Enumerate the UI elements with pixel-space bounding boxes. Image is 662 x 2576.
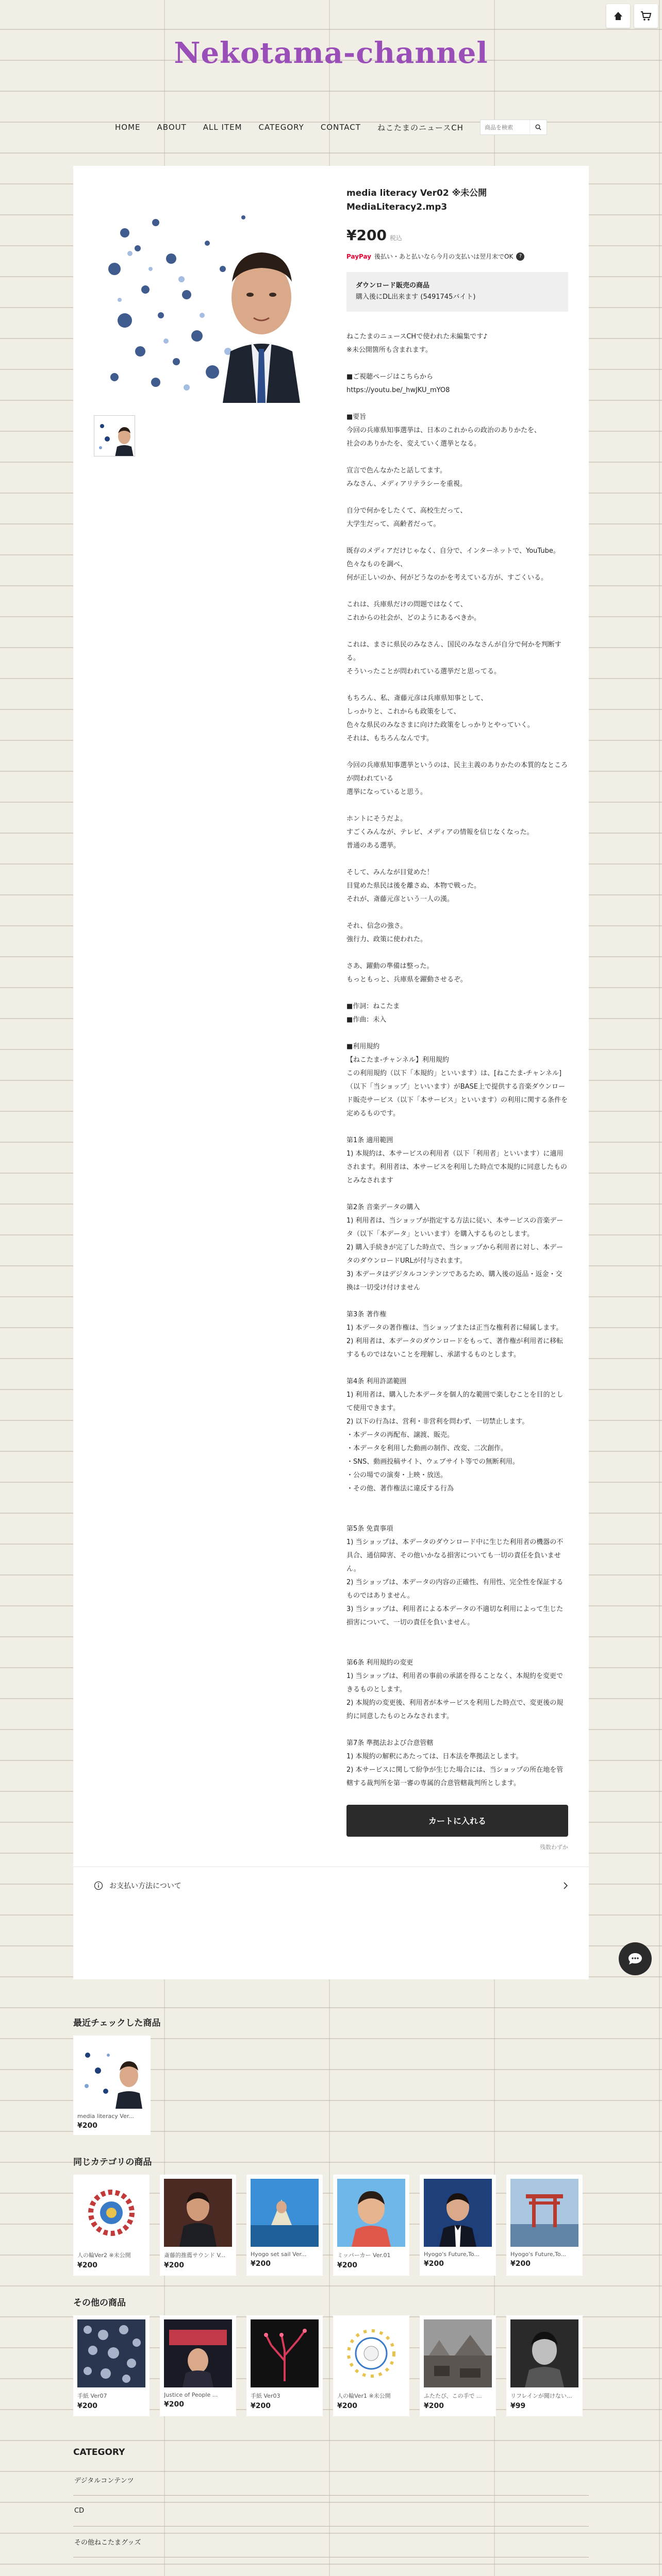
cart-icon[interactable] [634,4,658,28]
product-tile-image [337,2319,405,2387]
product-card [73,166,589,1979]
home-icon[interactable] [606,4,630,28]
other-grid [73,2315,589,2416]
recent-item-image [77,2040,146,2109]
category-item-digital[interactable]: デジタルコンテンツ [73,2465,589,2496]
product-tile[interactable] [506,2315,583,2416]
product-tile[interactable] [333,2175,409,2276]
product-tile-name: Hyogo set sail Ver... [251,2251,307,2258]
price-row [346,227,568,244]
product-tile[interactable] [246,2315,323,2416]
product-main-image[interactable] [94,187,310,403]
nav-contact[interactable]: CONTACT [320,123,361,132]
site-title[interactable]: Nekotama-channel [174,36,488,70]
category-item-cd[interactable]: CD [73,2496,589,2527]
payment-method-row[interactable] [73,1867,589,1905]
search-icon[interactable] [529,120,547,134]
product-tile-price: ¥200 [337,2402,357,2410]
product-tile-name: 斎藤的推薦サウンド V... [164,2252,226,2259]
product-tile-price: ¥200 [510,2260,531,2268]
chat-icon[interactable] [619,1942,652,1975]
same-category-section [73,2155,589,2276]
nav-home[interactable]: HOME [115,123,141,132]
main-nav [0,120,662,135]
product-info [346,187,568,1851]
product-tile[interactable] [420,2315,496,2416]
same-category-grid [73,2175,589,2276]
product-tile-price: ¥200 [251,2402,271,2410]
product-tile-image [510,2319,578,2387]
category-item-goods[interactable]: その他ねこたまグッズ [73,2527,589,2557]
product-tile-name: Hyogo's Future,To... [510,2251,566,2258]
info-icon[interactable]: ? [516,252,524,261]
same-category-title: 同じカテゴリの商品 [73,2157,152,2167]
product-tile-price: ¥200 [77,2261,97,2269]
recent-item-price: ¥200 [77,2122,97,2130]
tax-label: 税込 [389,234,402,242]
add-to-cart-button[interactable]: カートに入れる [346,1805,568,1837]
product-thumbnail[interactable] [94,415,135,456]
nav-category[interactable]: CATEGORY [258,123,304,132]
paypay-badge: PayPay [346,252,372,260]
product-tile[interactable] [333,2315,409,2416]
product-tile-name: リフレインが聞けない... [510,2393,572,2399]
search-box [480,120,547,135]
product-tile-price: ¥200 [424,2260,444,2268]
chevron-right-icon [563,1882,568,1890]
product-tile-price: ¥200 [251,2260,271,2268]
top-icons [606,4,658,28]
product-tile-price: ¥200 [164,2261,184,2269]
product-tile-image [251,2319,319,2387]
product-tile[interactable] [160,2175,236,2276]
product-description: ねこたまのニュースCHで使われた未編集です♪ ※未公開箇所も含まれます。 ■ご視聴ページはこちらから https://youtu.be/_hwJKU_mYO8 ■要旨 今回の兵庫県知事選挙は、日本のこれからの政治のありかたを、 社会のありかたを、変えていく選挙となる。 宣言で色んなかたと話してます。 みなさん、メディアリテラシーを重視。 自分で何かをしたくて、高校生だって、 大学生だって、高齢者だって。 既存のメディアだけじゃなく、自分で、インターネットで、YouTube。 色々なものを調べ、 何が正しいのか、何がどうなのかを考えている方が、すごくいる。 これは、兵庫県だけの問題ではなくて、 これからの社会が、どのようにあるべきか。 これは、まさに県民のみなさん、国民のみなさんが自分で何かを判断する。 そういったことが問われている選挙だと思ってる。 もちろん、私、斎藤元彦は兵庫県知事として、 しっかりと、これからも政策をして、 色々な県民のみなさまに向けた政策をしっかりとやっていく。 それは、もちろんなんです。 今回の兵庫県知事選挙というのは、民主主義のありかたの本質的なところが問われている 選挙になっていると思う。 ホントにそうだよ。 すごくみんなが、テレビ、メディアの情報を信じなくなった。 普通のある選挙。 そして、みんなが目覚めた！ 目覚めた県民は後を離さぬ、本物で戦った。 それが、斎藤元彦という一人の漢。 それ、信念の強さ。 強行力、政策に使われた。 さあ、躍動の準備は整った。 もっともっと、兵庫県を躍動させるぞ。 ■作詞：ねこたま ■作曲：未入 ■利用規約 【ねこたま-チャンネル】利用規約 この利用規約（以下「本規約」といいます）は、[ねこたま-チャンネル]（以下「当ショップ」といいます）がBASE上で提供する音楽ダウンロード販売サービス（以下「本サービス」といいます）の利用に関する条件を定めるものです。 第1条 適用範囲 1) 本規約は、本サービスの利用者（以下「利用者」といいます）に適用されます。利用者は、本サービスを利用した時点で本規約に同意したものとみなされます 第2条 音楽データの購入 1) 利用者は、当ショップが指定する方法に従い、本サービスの音楽データ（以下「本データ」といいます）を購入するものとします。 2) 購入手続きが完了した時点で、当ショップから利用者に対し、本データのダウンロードURLが付与されます。 3) 本データはデジタルコンテンツであるため、購入後の返品・返金・交換は一切受け付けません 第3条 著作権 1) 本データの著作権は、当ショップまたは正当な権利者に帰属します。 2) 利用者は、本データのダウンロードをもって、著作権が利用者に移転するものではないことを理解し、承諾するものとします。 第4条 利用許諾範囲 1) 利用者は、購入した本データを個人的な範囲で楽しむことを目的として使用できます。 2) 以下の行為は、営利・非営利を問わず、一切禁止します。 ・本データの再配布、譲渡、販売。 ・本データを利用した動画の制作、改変、二次創作。 ・SNS、動画投稿サイト、ウェブサイト等での無断利用。 ・公の場での演奏・上映・放送。 ・その他、著作権法に違反する行為 第5条 免責事項 1) 当ショップは、本データのダウンロード中に生じた利用者の機器の不具合、通信障害、その他いかなる損害についても一切の責任を負いません。 2) 当ショップは、本データの内容の正確性、有用性、完全性を保証するものではありません。 3) 当ショップは、利用者による本データの不適切な利用によって生じた損害について、一切の責任を負いません。 第6条 利用規約の変更 1) 当ショップは、利用者の事前の承諾を得ることなく、本規約を変更できるものとします。 2) 本規約の変更後、利用者が本サービスを利用した時点で、変更後の規約に同意したものとみなされます。 第7条 準拠法および合意管轄 1) 本規約の解釈にあたっては、日本法を準拠法とします。 2) 本サービスに関して紛争が生じた場合には、当ショップの所在地を管轄する裁判所を第一審の専属的合意管轄裁判所とします。 [346,332,568,1787]
product-tile-name: ふたたび、この手で ... [424,2393,482,2399]
download-title: ダウンロード販売の商品 [356,282,430,290]
product-tile-image [251,2179,319,2247]
recent-section [73,2015,589,2135]
product-gallery [94,187,316,456]
product-tile-name: 手紙 Ver03 [251,2393,280,2399]
product-tile-name: ミッパーカー Ver.01 [337,2252,391,2259]
product-tile-image [337,2179,405,2247]
download-sub: 購入後にDL出来ます (5491745バイト) [356,293,476,301]
product-tile[interactable] [73,2175,150,2276]
recent-item[interactable] [73,2036,151,2135]
product-tile-name: 人の輪Ver1 ※未公開 [337,2393,391,2399]
category-list [73,2465,589,2557]
nav-about[interactable]: ABOUT [157,123,187,132]
category-section [73,2447,589,2557]
product-tile[interactable] [420,2175,496,2276]
product-tile[interactable] [506,2175,583,2276]
product-title: media literacy Ver02 ※未公開 MediaLiteracy2.mp3 [346,188,487,213]
product-tile[interactable] [160,2315,236,2416]
product-tile-image [424,2179,492,2247]
download-info-box [346,272,568,311]
info-icon [94,1881,103,1890]
paypay-row [346,252,568,261]
category-title: CATEGORY [73,2447,125,2458]
nav-all-item[interactable]: ALL ITEM [203,123,242,132]
recent-title: 最近チェックした商品 [73,2018,161,2028]
product-tile-image [77,2319,145,2387]
product-tile-name: Hyogo's Future,To... [424,2251,479,2258]
product-tile-name: 手紙 Ver07 [77,2393,107,2399]
product-tile-image [164,2319,232,2387]
search-input[interactable] [481,120,529,134]
product-tile-name: 人の輪Ver2 ※未公開 [77,2252,131,2259]
product-tile-image [164,2179,232,2247]
product-tile[interactable] [246,2175,323,2276]
other-title: その他の商品 [73,2298,126,2308]
product-tile-image [424,2319,492,2387]
product-tile-price: ¥200 [77,2402,97,2410]
nav-news[interactable]: ねこたまのニュースCH [377,123,464,132]
product-tile-image [510,2179,578,2247]
product-tile[interactable] [73,2315,150,2416]
product-price: ¥200 [346,227,387,244]
product-tile-image [77,2179,145,2247]
other-section [73,2295,589,2416]
product-tile-name: Justice of People ... [164,2392,218,2398]
product-tile-price: ¥200 [337,2261,357,2269]
stock-label: 残数わずか [540,1843,568,1851]
product-tile-price: ¥99 [510,2402,526,2410]
recent-item-name: media literacy Ver... [77,2113,134,2120]
paypay-text: 後払い・あと払いなら今月の支払いは翌月末でOK [374,253,514,261]
product-tile-price: ¥200 [164,2400,184,2409]
payment-method-label: お支払い方法について [109,1882,181,1891]
product-tile-price: ¥200 [424,2402,444,2410]
